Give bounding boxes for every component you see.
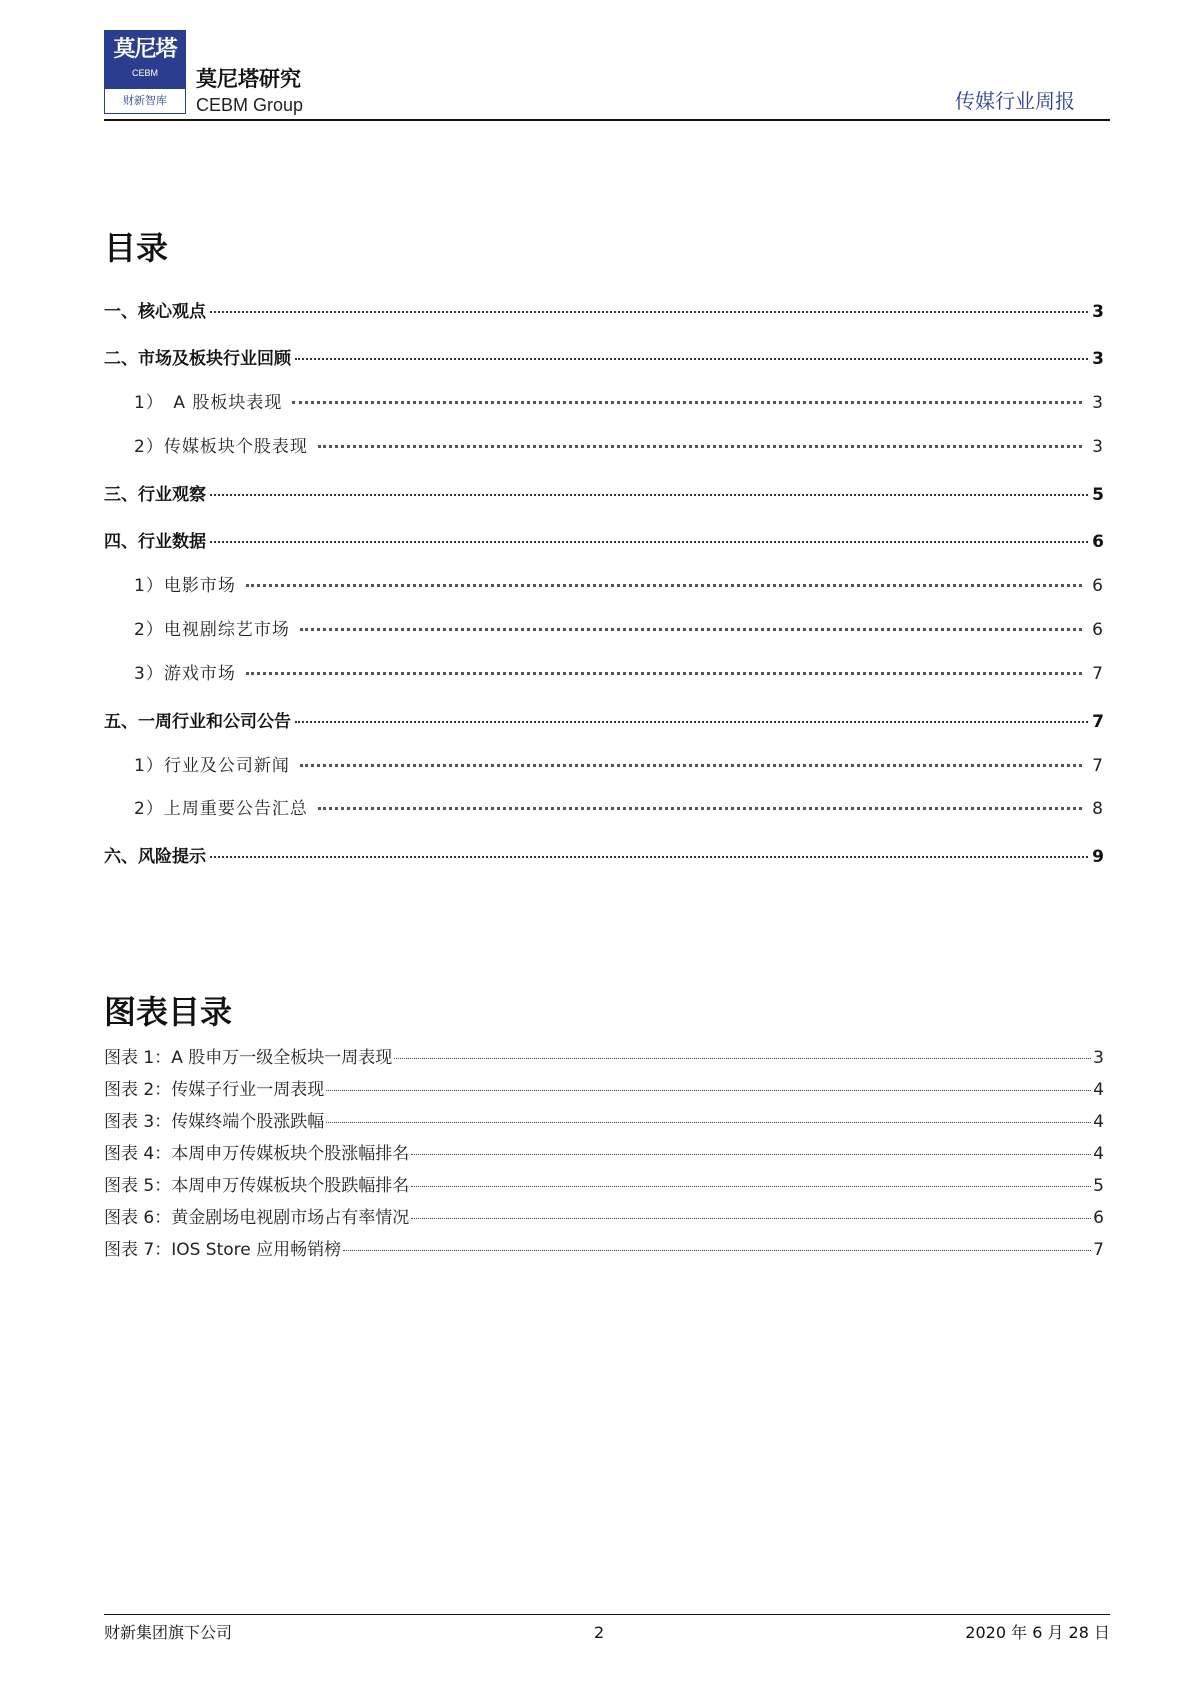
toc-dot-leader bbox=[246, 583, 1082, 587]
brand-name: 莫尼塔研究 bbox=[196, 67, 301, 91]
toc-entry-label: 四、行业数据 bbox=[104, 532, 206, 552]
figure-dot-leader bbox=[326, 1121, 1091, 1123]
toc-entry-page: 8 bbox=[1092, 799, 1104, 819]
figure-entry-label: 图表 1：A 股申万一级全板块一周表现 bbox=[104, 1048, 393, 1068]
toc-entry-game-market[interactable] bbox=[104, 662, 1104, 686]
toc-dot-leader bbox=[295, 720, 1088, 723]
toc-entry-industry-observation[interactable] bbox=[104, 483, 1104, 507]
toc-dot-leader bbox=[210, 493, 1088, 496]
toc-entry-label: 3）游戏市场 bbox=[134, 664, 236, 684]
toc-dot-leader bbox=[210, 855, 1088, 858]
figure-dot-leader bbox=[343, 1249, 1091, 1251]
toc-entry-page: 5 bbox=[1092, 485, 1104, 505]
figure-entry-label: 图表 4：本周申万传媒板块个股涨幅排名 bbox=[104, 1144, 410, 1164]
footer-page-number: 2 bbox=[594, 1623, 605, 1642]
toc-dot-leader bbox=[300, 627, 1082, 631]
figure-entry-3[interactable] bbox=[104, 1110, 1104, 1134]
toc-entry-industry-company-news[interactable] bbox=[104, 754, 1104, 778]
toc-dot-leader bbox=[318, 444, 1082, 448]
figure-entry-page: 4 bbox=[1093, 1112, 1104, 1132]
toc-entry-label: 五、一周行业和公司公告 bbox=[104, 712, 291, 732]
logo-subtitle-strip: 财新智库 bbox=[104, 88, 186, 114]
figure-entry-2[interactable] bbox=[104, 1078, 1104, 1102]
toc-dot-leader bbox=[292, 400, 1082, 404]
toc-entry-page: 3 bbox=[1092, 302, 1104, 322]
logo-chinese-text: 莫尼塔 bbox=[113, 37, 177, 62]
logo-english-text: CEBM bbox=[131, 68, 158, 78]
toc-dot-leader bbox=[246, 671, 1082, 675]
header-divider bbox=[104, 119, 1110, 121]
toc-entry-key-announcements[interactable] bbox=[104, 797, 1104, 821]
logo bbox=[104, 30, 186, 114]
figure-entry-1[interactable] bbox=[104, 1046, 1104, 1070]
toc-entry-a-share-performance[interactable] bbox=[104, 391, 1104, 415]
toc-entry-label: 2）传媒板块个股表现 bbox=[134, 437, 308, 457]
figure-entry-5[interactable] bbox=[104, 1174, 1104, 1198]
figure-entry-label: 图表 7：IOS Store 应用畅销榜 bbox=[104, 1240, 342, 1260]
toc-entry-page: 3 bbox=[1092, 393, 1104, 413]
toc-entry-label: 1） A 股板块表现 bbox=[134, 393, 283, 413]
footer-company: 财新集团旗下公司 bbox=[104, 1623, 233, 1642]
figure-dot-leader bbox=[411, 1185, 1091, 1187]
figure-dot-leader bbox=[411, 1217, 1091, 1219]
figure-entry-label: 图表 3：传媒终端个股涨跌幅 bbox=[104, 1112, 325, 1132]
toc-dot-leader bbox=[295, 357, 1088, 360]
toc-dot-leader bbox=[318, 806, 1082, 810]
toc-entry-page: 3 bbox=[1092, 437, 1104, 457]
figure-dot-leader bbox=[411, 1153, 1091, 1155]
toc-entry-market-review[interactable] bbox=[104, 347, 1104, 371]
toc-entry-label: 三、行业观察 bbox=[104, 485, 206, 505]
figure-entry-page: 4 bbox=[1093, 1144, 1104, 1164]
toc-entry-industry-data[interactable] bbox=[104, 530, 1104, 554]
brand-english-name: CEBM Group bbox=[196, 95, 304, 115]
figure-entry-page: 5 bbox=[1093, 1176, 1104, 1196]
figure-entry-page: 6 bbox=[1093, 1208, 1104, 1228]
toc-entry-page: 6 bbox=[1092, 620, 1104, 640]
toc-entry-page: 6 bbox=[1092, 576, 1104, 596]
report-type: 传媒行业周报 bbox=[955, 89, 1075, 113]
toc-entry-label: 二、市场及板块行业回顾 bbox=[104, 349, 291, 369]
toc-entry-weekly-announcements[interactable] bbox=[104, 710, 1104, 734]
toc-entry-film-market[interactable] bbox=[104, 574, 1104, 598]
toc-entry-risk-warning[interactable] bbox=[104, 845, 1104, 869]
toc-entry-page: 7 bbox=[1092, 756, 1104, 776]
figure-dot-leader bbox=[326, 1089, 1091, 1091]
toc-title: 目录 bbox=[104, 229, 169, 267]
toc-entry-label: 一、核心观点 bbox=[104, 302, 206, 322]
figure-entry-page: 7 bbox=[1093, 1240, 1104, 1260]
toc-entry-core-views[interactable] bbox=[104, 300, 1104, 324]
figures-title: 图表目录 bbox=[104, 993, 233, 1031]
toc-entry-label: 1）行业及公司新闻 bbox=[134, 756, 290, 776]
toc-entry-label: 1）电影市场 bbox=[134, 576, 236, 596]
footer-date: 2020 年 6 月 28 日 bbox=[965, 1623, 1110, 1642]
toc-entry-page: 9 bbox=[1092, 847, 1104, 867]
toc-entry-label: 2）电视剧综艺市场 bbox=[134, 620, 290, 640]
toc-dot-leader bbox=[300, 763, 1082, 767]
figure-entry-7[interactable] bbox=[104, 1238, 1104, 1262]
figure-entry-label: 图表 6：黄金剧场电视剧市场占有率情况 bbox=[104, 1208, 410, 1228]
figure-entry-4[interactable] bbox=[104, 1142, 1104, 1166]
figure-dot-leader bbox=[394, 1057, 1091, 1059]
toc-entry-page: 7 bbox=[1092, 664, 1104, 684]
footer-divider bbox=[104, 1614, 1110, 1615]
figure-entry-page: 3 bbox=[1093, 1048, 1104, 1068]
figure-entry-label: 图表 2：传媒子行业一周表现 bbox=[104, 1080, 325, 1100]
toc-entry-media-stocks[interactable] bbox=[104, 435, 1104, 459]
figure-entry-label: 图表 5：本周申万传媒板块个股跌幅排名 bbox=[104, 1176, 410, 1196]
toc-dot-leader bbox=[210, 540, 1088, 543]
toc-entry-label: 2）上周重要公告汇总 bbox=[134, 799, 308, 819]
toc-dot-leader bbox=[210, 310, 1088, 313]
toc-entry-label: 六、风险提示 bbox=[104, 847, 206, 867]
toc-entry-page: 3 bbox=[1092, 349, 1104, 369]
figure-entry-6[interactable] bbox=[104, 1206, 1104, 1230]
toc-entry-page: 7 bbox=[1092, 712, 1104, 732]
toc-entry-page: 6 bbox=[1092, 532, 1104, 552]
figure-entry-page: 4 bbox=[1093, 1080, 1104, 1100]
toc-entry-tv-variety-market[interactable] bbox=[104, 618, 1104, 642]
